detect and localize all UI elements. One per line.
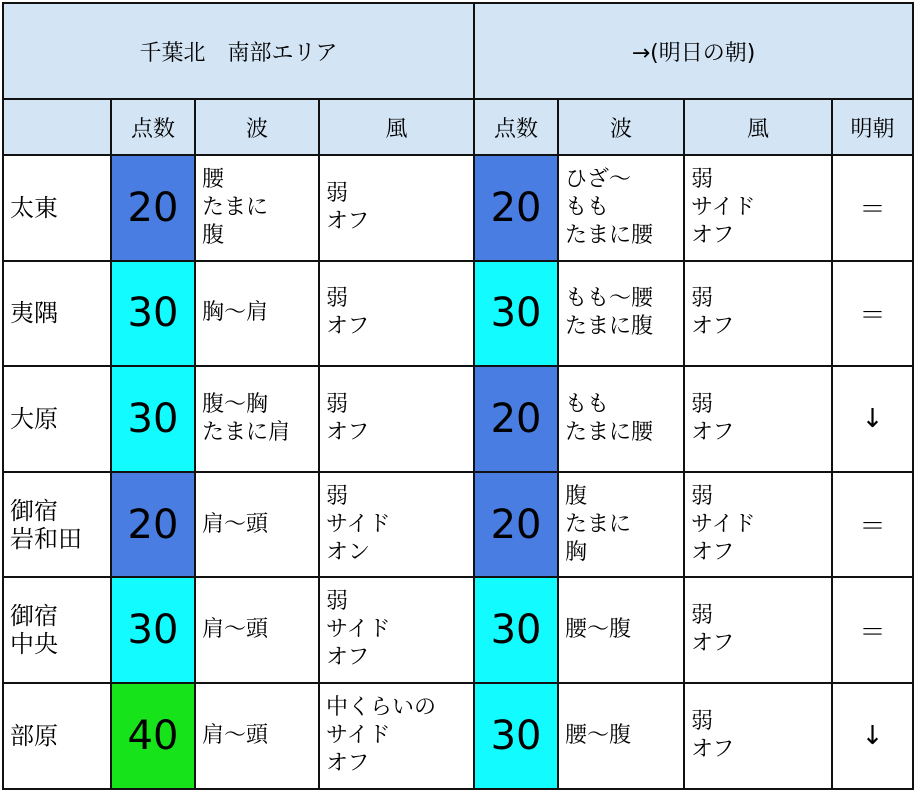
wind-cell-line: サイド: [326, 617, 391, 643]
wind-cell-line: オフ: [326, 208, 370, 234]
column-header-wind: 風: [319, 99, 474, 155]
spot-name-line: 御宿: [10, 602, 58, 631]
wind-cell-line: オフ: [326, 645, 370, 671]
next-wind-cell-line: サイド: [691, 194, 756, 220]
score-cell: 20: [111, 155, 195, 261]
wave-cell: [195, 261, 319, 367]
wave-cell: [195, 472, 319, 578]
next-wind-cell-line: オフ: [691, 419, 735, 445]
area-header-row: [3, 3, 913, 99]
next-wind-cell-line: サイド: [691, 511, 756, 537]
next-wind-cell-line: 弱: [691, 483, 714, 509]
trend-cell: ↓: [832, 366, 913, 472]
table-row: [3, 472, 913, 578]
next-wind-cell: [684, 155, 832, 261]
wave-cell: [195, 683, 319, 789]
score-cell: 20: [111, 472, 195, 578]
next-wind-cell: [684, 366, 832, 472]
wind-cell-line: オフ: [326, 419, 370, 445]
spot-name: [3, 155, 111, 261]
wind-cell-line: 弱: [326, 286, 349, 312]
wind-cell-line: 弱: [326, 391, 349, 417]
spot-name: [3, 683, 111, 789]
wave-cell-line: 腹: [202, 222, 225, 248]
column-header-trend: 明朝: [832, 99, 913, 155]
next-wind-cell: [684, 261, 832, 367]
wind-cell: [319, 155, 474, 261]
table-row: [3, 683, 913, 789]
spot-name-line: 大原: [10, 404, 58, 433]
wind-cell-line: 中くらいの: [326, 694, 437, 720]
column-header-next-score: 点数: [474, 99, 558, 155]
spot-name: [3, 261, 111, 367]
wind-cell: [319, 472, 474, 578]
wave-cell: [195, 577, 319, 683]
wave-cell-line: 肩〜頭: [202, 617, 269, 643]
spot-name-line: 太東: [10, 193, 58, 222]
next-wind-cell-line: オフ: [691, 631, 735, 657]
next-wave-cell-line: もも〜腰: [565, 286, 654, 312]
spot-name-line: 中央: [10, 630, 58, 659]
next-wind-cell-line: 弱: [691, 708, 714, 734]
table-row: [3, 366, 913, 472]
next-wave-cell-line: たまに腹: [565, 314, 654, 340]
table-row: [3, 577, 913, 683]
next-wind-cell-line: オフ: [691, 314, 735, 340]
wind-cell-line: オフ: [326, 750, 370, 776]
trend-cell: ＝: [832, 155, 913, 261]
column-header-score: 点数: [111, 99, 195, 155]
tomorrow-title: →(明日の朝): [474, 3, 913, 99]
surf-report-table: [2, 2, 914, 790]
trend-cell: ＝: [832, 261, 913, 367]
next-wave-cell-line: 腰〜腹: [565, 722, 632, 748]
next-wave-cell: [558, 155, 684, 261]
wave-cell-line: 胸〜肩: [202, 300, 269, 326]
next-wind-cell-line: 弱: [691, 391, 714, 417]
next-score-cell: 30: [474, 577, 558, 683]
next-wave-cell: [558, 472, 684, 578]
score-cell: 40: [111, 683, 195, 789]
next-wave-cell: [558, 683, 684, 789]
wave-cell-line: 腰: [202, 166, 225, 192]
next-score-cell: 30: [474, 261, 558, 367]
spot-name: [3, 577, 111, 683]
next-wave-cell-line: たまに腰: [565, 222, 654, 248]
wind-cell-line: 弱: [326, 483, 349, 509]
next-wave-cell: [558, 577, 684, 683]
spot-name-line: 御宿: [10, 496, 58, 525]
area-title: 千葉北 南部エリア: [3, 3, 474, 99]
next-score-cell: 20: [474, 155, 558, 261]
column-header-spot: [3, 99, 111, 155]
next-wind-cell-line: オフ: [691, 222, 735, 248]
trend-cell: ＝: [832, 577, 913, 683]
wave-cell: [195, 155, 319, 261]
score-cell: 30: [111, 261, 195, 367]
next-wave-cell-line: もも: [565, 391, 610, 417]
spot-name-line: 岩和田: [10, 524, 82, 553]
trend-cell: ＝: [832, 472, 913, 578]
spot-name: [3, 366, 111, 472]
table-row: [3, 261, 913, 367]
spot-name-line: 部原: [10, 721, 58, 750]
next-wave-cell-line: たまに: [565, 511, 632, 537]
wind-cell: [319, 261, 474, 367]
score-cell: 30: [111, 577, 195, 683]
next-wind-cell-line: オフ: [691, 736, 735, 762]
spot-name: [3, 472, 111, 578]
wave-cell-line: たまに: [202, 194, 269, 220]
column-header-row: [3, 99, 913, 155]
next-wind-cell: [684, 472, 832, 578]
next-score-cell: 20: [474, 366, 558, 472]
wind-cell-line: オフ: [326, 314, 370, 340]
next-wave-cell: [558, 366, 684, 472]
next-score-cell: 20: [474, 472, 558, 578]
wave-cell-line: 肩〜頭: [202, 722, 269, 748]
next-wave-cell-line: もも: [565, 194, 610, 220]
table-row: [3, 155, 913, 261]
next-wave-cell-line: 胸: [565, 539, 588, 565]
wave-cell: [195, 366, 319, 472]
next-wind-cell-line: 弱: [691, 166, 714, 192]
wave-cell-line: 肩〜頭: [202, 511, 269, 537]
wind-cell: [319, 366, 474, 472]
next-wave-cell-line: たまに腰: [565, 419, 654, 445]
next-wind-cell: [684, 683, 832, 789]
column-header-next-wave: 波: [558, 99, 684, 155]
column-header-next-wind: 風: [684, 99, 832, 155]
next-wind-cell-line: オフ: [691, 539, 735, 565]
next-score-cell: 30: [474, 683, 558, 789]
spot-name-line: 夷隅: [10, 299, 58, 328]
score-cell: 30: [111, 366, 195, 472]
wind-cell-line: 弱: [326, 180, 349, 206]
wind-cell-line: サイド: [326, 722, 391, 748]
wave-cell-line: たまに肩: [202, 419, 291, 445]
next-wind-cell: [684, 577, 832, 683]
wind-cell-line: サイド: [326, 511, 391, 537]
next-wave-cell-line: 腰〜腹: [565, 617, 632, 643]
wind-cell-line: オン: [326, 539, 371, 565]
wind-cell: [319, 577, 474, 683]
trend-cell: ↓: [832, 683, 913, 789]
wave-cell-line: 腹〜胸: [202, 391, 269, 417]
wind-cell-line: 弱: [326, 589, 349, 615]
next-wave-cell-line: 腹: [565, 483, 588, 509]
wind-cell: [319, 683, 474, 789]
next-wind-cell-line: 弱: [691, 286, 714, 312]
next-wave-cell: [558, 261, 684, 367]
column-header-wave: 波: [195, 99, 319, 155]
next-wave-cell-line: ひざ〜: [565, 166, 632, 192]
next-wind-cell-line: 弱: [691, 603, 714, 629]
